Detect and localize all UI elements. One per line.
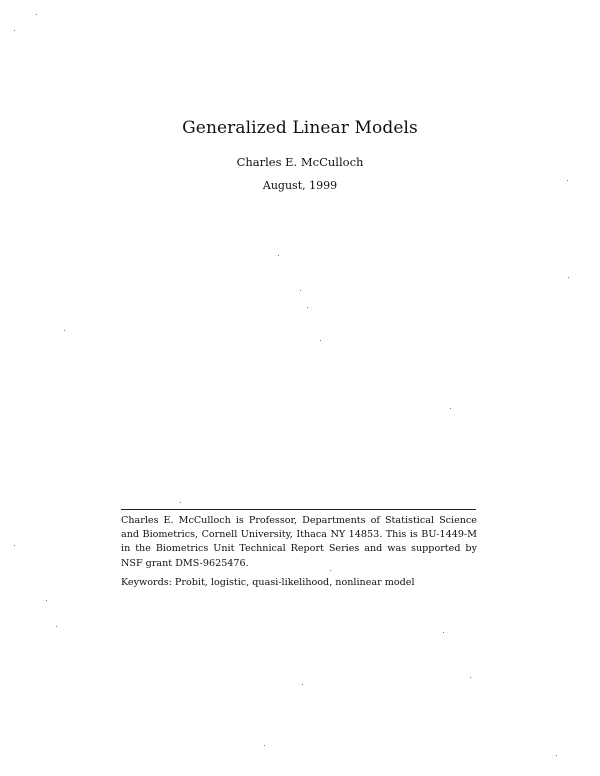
author-footnote: Charles E. McCulloch is Professor, Departments of Statistical Science and Biometrics, Cornell University, Ithaca NY 14853. This is BU-1449-M in the Biometrics Unit Technical Report Series and was supported by NSF grant DMS-9625476. bbox=[121, 515, 477, 569]
scan-speck bbox=[264, 745, 265, 746]
scan-speck bbox=[556, 755, 557, 756]
scan-speck bbox=[568, 277, 569, 278]
scan-speck bbox=[307, 307, 308, 308]
scan-speck bbox=[56, 626, 57, 627]
author-name: Charles E. McCulloch bbox=[236, 155, 364, 169]
scan-speck bbox=[320, 340, 321, 341]
scan-speck bbox=[470, 677, 471, 678]
scan-speck bbox=[14, 30, 15, 31]
keywords-line: Keywords: Probit, logistic, quasi-likelihood, nonlinear model bbox=[121, 577, 415, 588]
scan-speck bbox=[300, 290, 301, 291]
paper-title: Generalized Linear Models bbox=[182, 118, 418, 138]
scan-speck bbox=[64, 330, 65, 331]
scan-speck bbox=[278, 255, 279, 256]
scan-speck bbox=[46, 600, 47, 601]
footnote-divider bbox=[121, 509, 476, 510]
scan-speck bbox=[14, 545, 15, 546]
scan-speck bbox=[36, 14, 37, 15]
scan-speck bbox=[450, 408, 451, 409]
scan-speck bbox=[443, 632, 444, 633]
scan-speck bbox=[567, 180, 568, 181]
scan-speck bbox=[330, 570, 331, 571]
scan-speck bbox=[302, 684, 303, 685]
scan-speck bbox=[180, 502, 181, 503]
publication-date: August, 1999 bbox=[262, 179, 338, 192]
